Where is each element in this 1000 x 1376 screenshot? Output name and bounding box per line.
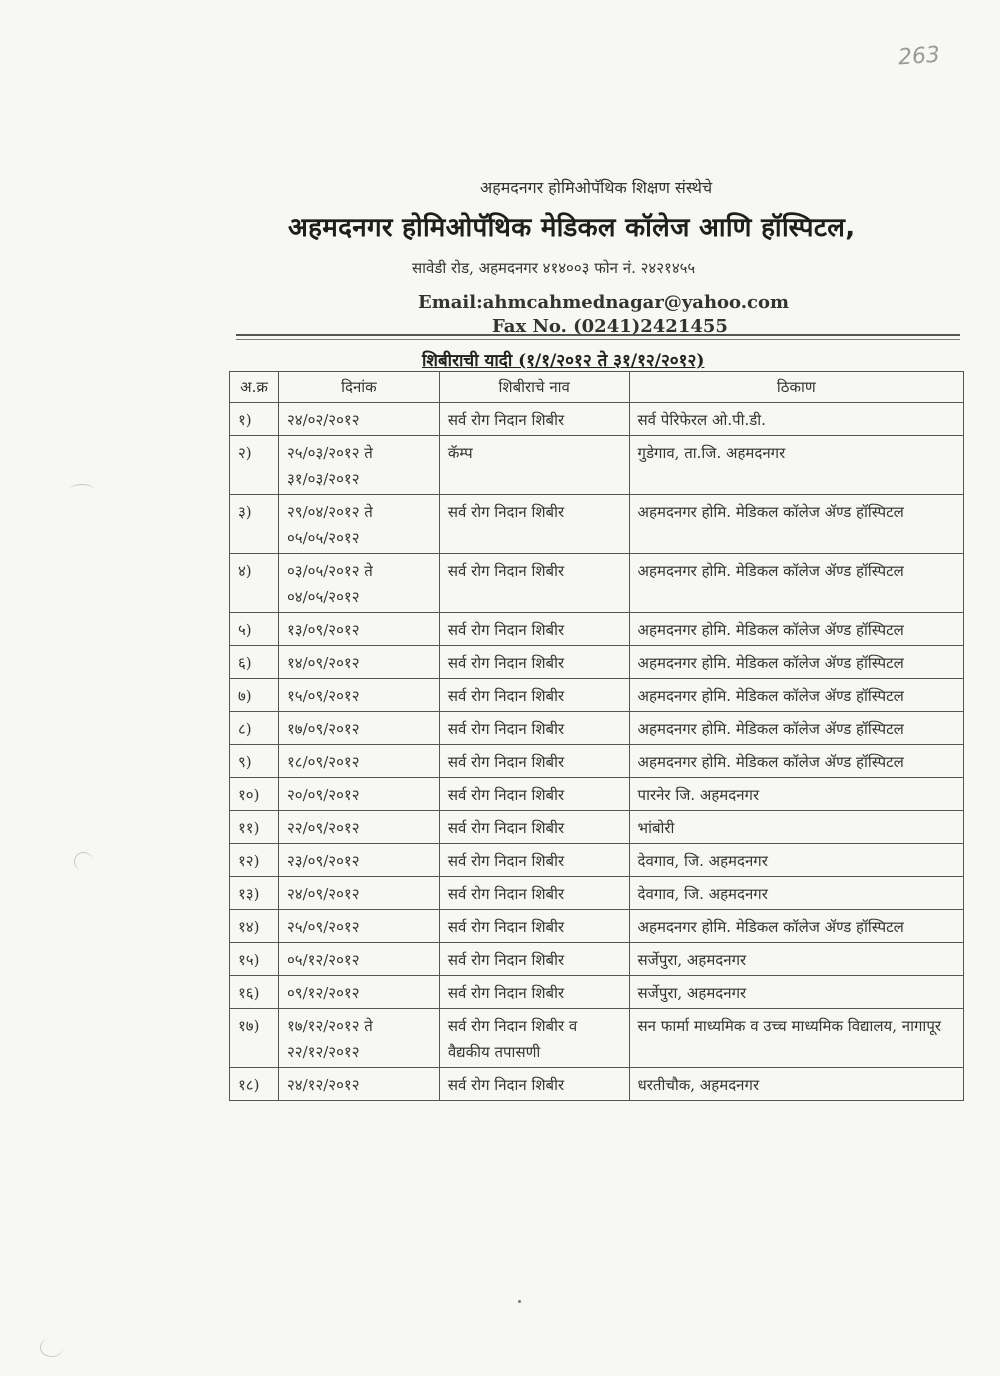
camp-list-title: शिबीराची यादी (१/१/२०१२ ते ३१/१२/२०१२): [422, 351, 705, 371]
handwritten-page-number: 263: [897, 42, 941, 71]
cell-camp-name: सर्व रोग निदान शिबीर: [439, 495, 629, 554]
cell-date: १५/०९/२०१२: [278, 679, 439, 712]
society-name: अहमदनगर होमिओपॅथिक शिक्षण संस्थेचे: [480, 178, 713, 197]
cell-place: देवगाव, जि. अहमदनगर: [629, 844, 963, 877]
cell-date: १४/०९/२०१२: [278, 646, 439, 679]
cell-camp-name: सर्व रोग निदान शिबीर: [439, 910, 629, 943]
table-row: [230, 1068, 964, 1101]
cell-place: अहमदनगर होमि. मेडिकल कॉलेज ॲण्ड हॉस्पिटल: [629, 495, 963, 554]
cell-place: अहमदनगर होमि. मेडिकल कॉलेज ॲण्ड हॉस्पिटल: [629, 745, 963, 778]
table-row: [230, 811, 964, 844]
cell-camp-name: सर्व रोग निदान शिबीर: [439, 778, 629, 811]
camp-list-table: [229, 371, 964, 1101]
cell-sr-no: १८): [230, 1068, 279, 1101]
cell-camp-name: सर्व रोग निदान शिबीर: [439, 844, 629, 877]
table-body: [230, 403, 964, 1101]
table-row: [230, 877, 964, 910]
cell-camp-name: सर्व रोग निदान शिबीर: [439, 712, 629, 745]
cell-sr-no: १): [230, 403, 279, 436]
cell-camp-name: सर्व रोग निदान शिबीर: [439, 811, 629, 844]
cell-place: अहमदनगर होमि. मेडिकल कॉलेज ॲण्ड हॉस्पिटल: [629, 712, 963, 745]
cell-date: २५/०३/२०१२ ते ३१/०३/२०१२: [278, 436, 439, 495]
cell-camp-name: सर्व रोग निदान शिबीर: [439, 745, 629, 778]
cell-sr-no: १७): [230, 1009, 279, 1068]
table-row: [230, 976, 964, 1009]
cell-camp-name: सर्व रोग निदान शिबीर: [439, 613, 629, 646]
table-row: [230, 844, 964, 877]
scan-mark: [40, 1338, 63, 1357]
cell-date: २५/०९/२०१२: [278, 910, 439, 943]
cell-sr-no: ११): [230, 811, 279, 844]
cell-camp-name: सर्व रोग निदान शिबीर: [439, 554, 629, 613]
cell-sr-no: २): [230, 436, 279, 495]
cell-sr-no: ८): [230, 712, 279, 745]
cell-camp-name: सर्व रोग निदान शिबीर: [439, 646, 629, 679]
college-name: अहमदनगर होमिओपॅथिक मेडिकल कॉलेज आणि हॉस्पिटल,: [288, 213, 856, 243]
cell-date: ०९/१२/२०१२: [278, 976, 439, 1009]
cell-place: भांबोरी: [629, 811, 963, 844]
cell-place: अहमदनगर होमि. मेडिकल कॉलेज ॲण्ड हॉस्पिटल: [629, 613, 963, 646]
header-date: दिनांक: [278, 372, 439, 403]
cell-date: ०३/०५/२०१२ ते ०४/०५/२०१२: [278, 554, 439, 613]
cell-place: पारनेर जि. अहमदनगर: [629, 778, 963, 811]
table-row: [230, 778, 964, 811]
cell-sr-no: १६): [230, 976, 279, 1009]
table-row: [230, 554, 964, 613]
cell-place: सर्जेपुरा, अहमदनगर: [629, 976, 963, 1009]
cell-sr-no: १४): [230, 910, 279, 943]
cell-sr-no: ६): [230, 646, 279, 679]
cell-date: १७/१२/२०१२ ते २२/१२/२०१२: [278, 1009, 439, 1068]
cell-sr-no: १३): [230, 877, 279, 910]
cell-camp-name: सर्व रोग निदान शिबीर: [439, 403, 629, 436]
table-header-row: [230, 372, 964, 403]
cell-date: २४/०२/२०१२: [278, 403, 439, 436]
cell-date: २९/०४/२०१२ ते ०५/०५/२०१२: [278, 495, 439, 554]
table-row: [230, 910, 964, 943]
table-row: [230, 613, 964, 646]
header-sr-no: अ.क्र: [230, 372, 279, 403]
college-email: Email:ahmcahmednagar@yahoo.com: [418, 292, 790, 313]
table-row: [230, 646, 964, 679]
cell-place: सर्जेपुरा, अहमदनगर: [629, 943, 963, 976]
header-camp-name: शिबीराचे नाव: [439, 372, 629, 403]
cell-place: धरतीचौक, अहमदनगर: [629, 1068, 963, 1101]
cell-sr-no: १५): [230, 943, 279, 976]
cell-date: ०५/१२/२०१२: [278, 943, 439, 976]
header-divider-thin: [236, 339, 960, 340]
cell-place: अहमदनगर होमि. मेडिकल कॉलेज ॲण्ड हॉस्पिटल: [629, 646, 963, 679]
scan-mark: [70, 484, 94, 495]
table-row: [230, 495, 964, 554]
table-row: [230, 679, 964, 712]
cell-sr-no: ७): [230, 679, 279, 712]
cell-camp-name: सर्व रोग निदान शिबीर: [439, 679, 629, 712]
college-address: सावेडी रोड, अहमदनगर ४१४००३ फोन नं. २४२१४५५: [412, 259, 696, 277]
header-place: ठिकाण: [629, 372, 963, 403]
cell-date: २३/०९/२०१२: [278, 844, 439, 877]
cell-date: १३/०९/२०१२: [278, 613, 439, 646]
cell-place: देवगाव, जि. अहमदनगर: [629, 877, 963, 910]
cell-place: अहमदनगर होमि. मेडिकल कॉलेज ॲण्ड हॉस्पिटल: [629, 679, 963, 712]
cell-date: २०/०९/२०१२: [278, 778, 439, 811]
cell-sr-no: ९): [230, 745, 279, 778]
cell-date: २२/०९/२०१२: [278, 811, 439, 844]
cell-date: १८/०९/२०१२: [278, 745, 439, 778]
cell-camp-name: सर्व रोग निदान शिबीर: [439, 1068, 629, 1101]
scan-dot: [518, 1300, 521, 1303]
cell-sr-no: १२): [230, 844, 279, 877]
table-row: [230, 1009, 964, 1068]
table-row: [230, 403, 964, 436]
cell-camp-name: सर्व रोग निदान शिबीर: [439, 976, 629, 1009]
table-row: [230, 712, 964, 745]
cell-camp-name: सर्व रोग निदान शिबीर: [439, 943, 629, 976]
cell-place: अहमदनगर होमि. मेडिकल कॉलेज ॲण्ड हॉस्पिटल: [629, 910, 963, 943]
cell-sr-no: ४): [230, 554, 279, 613]
cell-place: अहमदनगर होमि. मेडिकल कॉलेज ॲण्ड हॉस्पिटल: [629, 554, 963, 613]
cell-sr-no: ५): [230, 613, 279, 646]
table-row: [230, 943, 964, 976]
cell-date: १७/०९/२०१२: [278, 712, 439, 745]
table-row: [230, 745, 964, 778]
cell-camp-name: सर्व रोग निदान शिबीर व वैद्यकीय तपासणी: [439, 1009, 629, 1068]
cell-date: २४/०९/२०१२: [278, 877, 439, 910]
header-divider: [236, 334, 960, 336]
cell-camp-name: कॅम्प: [439, 436, 629, 495]
scan-mark: [74, 852, 93, 871]
cell-place: गुडेगाव, ता.जि. अहमदनगर: [629, 436, 963, 495]
cell-place: सन फार्मा माध्यमिक व उच्च माध्यमिक विद्यालय, नागापूर: [629, 1009, 963, 1068]
cell-place: सर्व पेरिफेरल ओ.पी.डी.: [629, 403, 963, 436]
cell-camp-name: सर्व रोग निदान शिबीर: [439, 877, 629, 910]
college-fax: Fax No. (0241)2421455: [492, 316, 728, 337]
cell-sr-no: ३): [230, 495, 279, 554]
cell-date: २४/१२/२०१२: [278, 1068, 439, 1101]
table-row: [230, 436, 964, 495]
cell-sr-no: १०): [230, 778, 279, 811]
